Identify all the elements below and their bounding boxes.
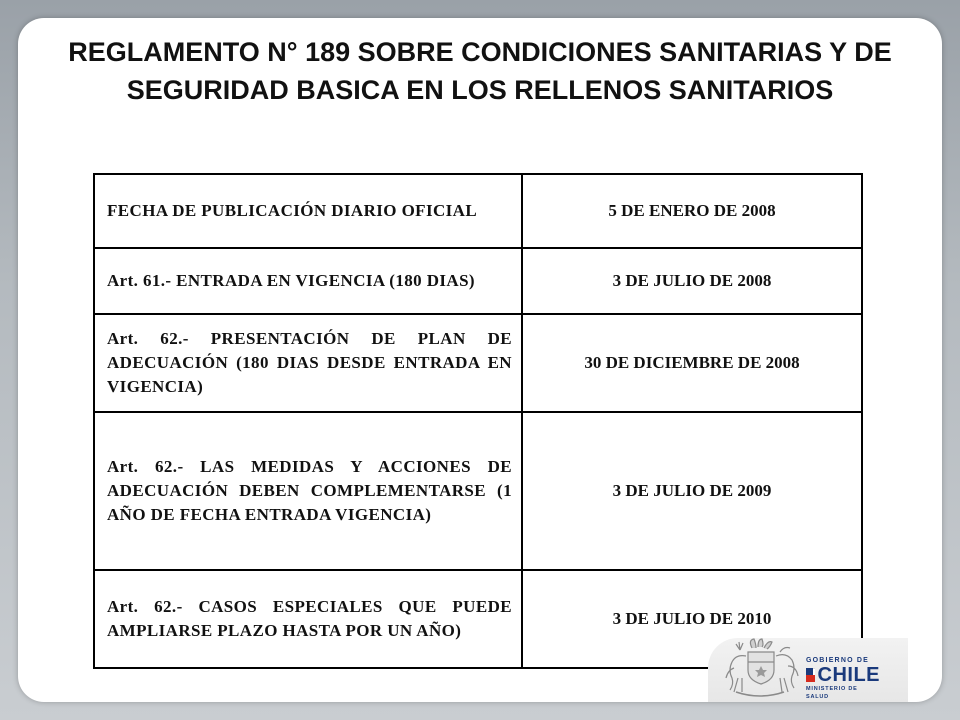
logo-bottom-text: MINISTERIO DE SALUD [806,686,858,700]
slide-title: REGLAMENTO N° 189 SOBRE CONDICIONES SANITARIAS Y DE SEGURIDAD BASICA EN LOS RELLENOS SANITARIOS [68,37,892,105]
row-date: 3 DE JULIO DE 2008 [522,248,862,314]
regulation-timeline-table [93,173,863,669]
row-description: Art. 62.- PRESENTACIÓN DE PLAN DE ADECUACIÓN (180 DIAS DESDE ENTRADA EN VIGENCIA) [94,314,522,412]
table-row [94,248,862,314]
row-date: 5 DE ENERO DE 2008 [522,174,862,248]
row-description: Art. 62.- LAS MEDIDAS Y ACCIONES DE ADECUACIÓN DEBEN COMPLEMENTARSE (1 AÑO DE FECHA ENTRADA VIGENCIA) [94,412,522,570]
row-description: FECHA DE PUBLICACIÓN DIARIO OFICIAL [94,174,522,248]
table-row [94,412,862,570]
logo-top-text: GOBIERNO DE [806,657,869,664]
table-row [94,174,862,248]
logo-main-row [806,665,880,685]
row-description: Art. 62.- CASOS ESPECIALES QUE PUEDE AMPLIARSE PLAZO HASTA POR UN AÑO) [94,570,522,668]
row-date: 3 DE JULIO DE 2010 [522,570,862,668]
slide [18,18,942,702]
logo-main-text: CHILE [817,664,880,686]
chile-flag-icon [806,668,815,682]
row-description: Art. 61.- ENTRADA EN VIGENCIA (180 DIAS) [94,248,522,314]
table-row [94,314,862,412]
coat-of-arms-icon [718,638,802,700]
row-date: 3 DE JULIO DE 2009 [522,412,862,570]
government-logo [806,656,880,706]
row-date: 30 DE DICIEMBRE DE 2008 [522,314,862,412]
